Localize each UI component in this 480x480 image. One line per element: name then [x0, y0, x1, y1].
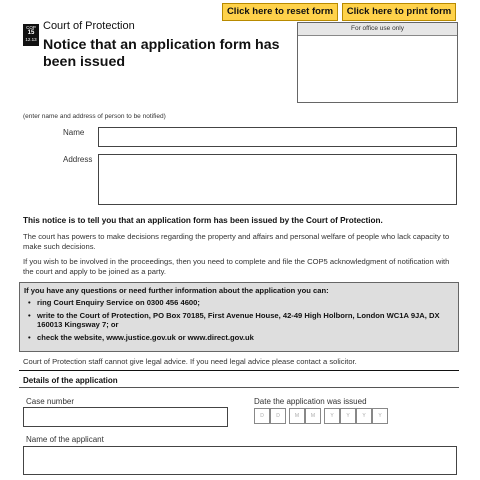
issue-date-field[interactable] — [254, 408, 388, 424]
name-field[interactable] — [98, 127, 457, 147]
details-divider — [19, 387, 459, 388]
office-use-box — [297, 22, 458, 103]
case-number-field[interactable] — [23, 407, 228, 427]
badge-line1: COP — [26, 25, 36, 30]
page-title: Notice that an application form has been issued — [43, 37, 280, 70]
date-year-cell[interactable]: Y — [340, 408, 356, 424]
date-month-cell[interactable]: M — [289, 408, 305, 424]
address-field[interactable] — [98, 154, 457, 205]
date-year-cell[interactable]: Y — [356, 408, 372, 424]
case-number-label: Case number — [26, 397, 75, 406]
list-item: • check the website, www.justice.gov.uk or www.direct.gov.uk — [24, 333, 454, 343]
date-year-cell[interactable]: Y — [324, 408, 340, 424]
cop-form-badge — [23, 24, 39, 46]
list-item: • write to the Court of Protection, PO Box 70185, First Avenue House, 42-49 High Holborn, London WC1A 9JA, DX 160013 Kingsway 7; or — [24, 311, 454, 330]
notice-paragraph-involvement: If you wish to be involved in the proceedings, then you need to complete and file the COP5 acknowledgment of notification with the court and apply to be joined as a party. — [23, 257, 450, 276]
badge-number: 15 — [27, 30, 35, 36]
notify-hint: (enter name and address of person to be notified) — [23, 113, 166, 120]
legal-advice-note: Court of Protection staff cannot give legal advice. If you need legal advice please contact a solicitor. — [23, 357, 357, 366]
name-label: Name — [63, 128, 85, 137]
contact-info-box — [19, 282, 459, 352]
office-use-label: For office use only — [298, 23, 457, 36]
section-divider — [19, 370, 459, 371]
address-label: Address — [63, 155, 93, 164]
details-heading: Details of the application — [23, 376, 118, 385]
date-year-cell[interactable]: Y — [372, 408, 388, 424]
notice-statement: This notice is to tell you that an application form has been issued by the Court of Protection. — [23, 216, 383, 225]
contact-info-heading: If you have any questions or need further information about the application you can: — [24, 286, 329, 295]
reset-form-button[interactable]: Click here to reset form — [222, 3, 338, 21]
applicant-name-field[interactable] — [23, 446, 457, 475]
date-day-cell[interactable]: D — [254, 408, 270, 424]
badge-line3: 12.13 — [25, 37, 37, 42]
organisation-name: Court of Protection — [43, 20, 135, 32]
print-form-button[interactable]: Click here to print form — [342, 3, 456, 21]
date-month-cell[interactable]: M — [305, 408, 321, 424]
notice-paragraph-powers: The court has powers to make decisions regarding the property and affairs and personal welfare of people who lack capacity to make such decisions. — [23, 232, 450, 251]
date-day-cell[interactable]: D — [270, 408, 286, 424]
list-item: • ring Court Enquiry Service on 0300 456 4600; — [24, 298, 454, 308]
contact-info-list — [24, 298, 454, 342]
issue-date-label: Date the application was issued — [254, 397, 367, 406]
applicant-name-label: Name of the applicant — [26, 435, 104, 444]
